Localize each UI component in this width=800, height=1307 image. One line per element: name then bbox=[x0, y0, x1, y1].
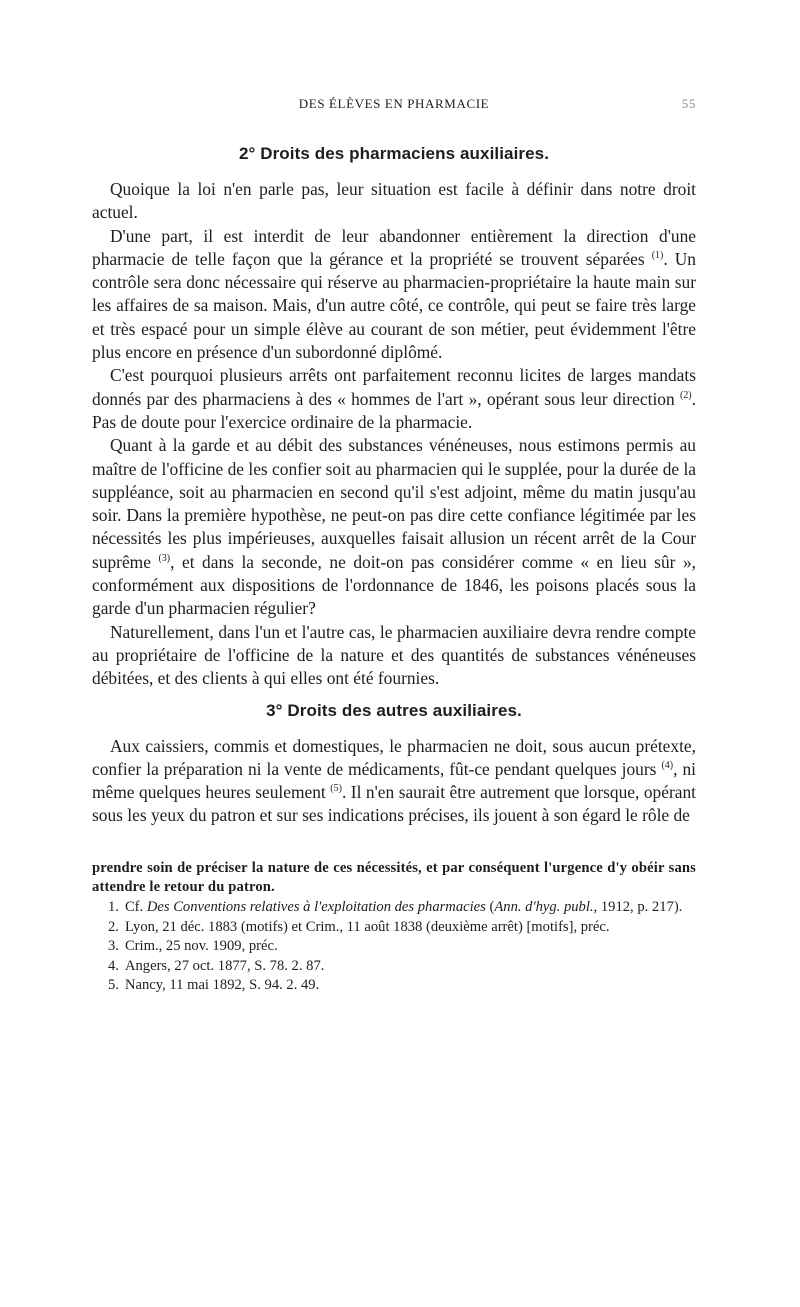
paragraph bbox=[92, 178, 696, 225]
paragraph bbox=[92, 735, 696, 828]
footnotes bbox=[92, 859, 696, 996]
section-2-title: 2° Droits des pharmaciens auxiliaires. bbox=[238, 144, 550, 163]
paragraph-text: C'est pourquoi plusieurs arrêts ont parfaitement reconnu licites de larges mandats donnés par des pharmaciens à des « hommes de l'art », opérant sous leur direction bbox=[92, 365, 696, 409]
footnote-text: Nancy, 11 mai 1892, S. 94. 2. 49. bbox=[124, 977, 320, 994]
paragraph-text: Naturellement, dans l'un et l'autre cas, le pharmacien auxiliaire devra rendre compte au propriétaire de l'officine de la nature et des quantités de substances vénéneuses débitées, et des clients à qui elles ont été fournies. bbox=[92, 621, 696, 689]
paragraph-text: , ni même quelques heures seulement bbox=[92, 758, 696, 803]
paragraph-text: Quant à la garde et au débit des substances vénéneuses, nous estimons permis au maître de l'officine de les confier soit au pharmacien qui le supplée, pour la durée de la suppléance, soit au pharmacien en second qu'il s'est adjoint, même du matin jusqu'au soir. Dans la première hypothèse, ne peut-on pas dire cette confiance légitimée par les nécessités les plus impérieuses, auxquelles faisait allusion un récent arrêt de la Cour suprême bbox=[92, 435, 697, 572]
footnote-ref: (2) bbox=[679, 389, 692, 401]
paragraph-text: . Il n'en saurait être autrement que lorsque, opérant sous les yeux du patron et sur ses indications précises, ils jouent à son égard le rôle de bbox=[92, 782, 696, 826]
footnote-4 bbox=[92, 957, 696, 977]
paragraph bbox=[92, 364, 696, 434]
footnote-3 bbox=[92, 937, 696, 957]
footnote-text: Crim., 25 nov. 1909, préc. bbox=[124, 938, 278, 955]
footnote-ref: (1) bbox=[651, 250, 664, 262]
footnote-title: Des Conventions relatives à l'exploitation des pharmacies bbox=[146, 898, 486, 915]
footnote-number: 1. bbox=[108, 898, 119, 915]
footnote-2 bbox=[92, 918, 696, 938]
footnote-text: Angers, 27 oct. 1877, S. 78. 2. 87. bbox=[124, 957, 325, 974]
paragraph-text: , et dans la seconde, ne doit-on pas considérer comme « en lieu sûr », conformément aux dispositions de l'ordonnance de 1846, les poisons placés sous la garde d'un pharmacien régulier? bbox=[92, 551, 696, 619]
paragraph-text: . Pas de doute pour l'exercice ordinaire de la pharmacie. bbox=[92, 388, 696, 432]
paragraph bbox=[92, 225, 696, 365]
footnote-number: 2. bbox=[108, 918, 119, 935]
footnote-journal: Ann. d'hyg. publ. bbox=[494, 898, 594, 915]
section-2-body bbox=[92, 178, 696, 691]
section-3-body bbox=[92, 735, 696, 828]
running-header bbox=[92, 96, 696, 118]
footnote-number: 4. bbox=[108, 957, 119, 974]
footnote-number: 3. bbox=[108, 938, 119, 955]
footnote-1 bbox=[92, 898, 696, 918]
paragraph-text: D'une part, il est interdit de leur abandonner entièrement la direction d'une pharmacie de telle façon que la gérance et la propriété se trouvent séparées bbox=[92, 225, 696, 269]
book-page bbox=[92, 96, 696, 996]
running-title: DES ÉLÈVES EN PHARMACIE bbox=[298, 96, 490, 111]
footnote-text: Cf. bbox=[124, 898, 147, 915]
paragraph-text: . Un contrôle sera donc nécessaire qui réserve au pharmacien-propriétaire la haute main sur les affaires de sa maison. Mais, d'un autre côté, ce contrôle, qui peut se faire très large et très espacé pour un simple élève au courant de son métier, peut évidemment l'être plus encore en présence d'un subordonné diplômé. bbox=[92, 248, 697, 363]
paragraph bbox=[92, 621, 696, 691]
footnote-text: Lyon, 21 déc. 1883 (motifs) et Crim., 11 août 1838 (deuxième arrêt) [motifs], préc. bbox=[124, 918, 610, 935]
footnote-ref: (3) bbox=[158, 552, 171, 564]
footnote-text: ( bbox=[485, 898, 495, 915]
paragraph-text: Aux caissiers, commis et domestiques, le pharmacien ne doit, sous aucun prétexte, confier la préparation ni la vente de médicaments, fût-ce pendant quelques jours bbox=[92, 735, 696, 779]
footnote-separator bbox=[92, 848, 696, 849]
footnote-ref: (4) bbox=[661, 760, 674, 772]
paragraph bbox=[92, 434, 696, 620]
footnote-continuation: prendre soin de préciser la nature de ces nécessités, et par conséquent l'urgence d'y obéir sans attendre le retour du patron. bbox=[92, 859, 696, 896]
footnote-ref: (5) bbox=[330, 783, 342, 795]
footnote-text: , 1912, p. 217). bbox=[593, 898, 683, 915]
footnote-number: 5. bbox=[108, 977, 119, 994]
paragraph-text: Quoique la loi n'en parle pas, leur situation est facile à définir dans notre droit actuel. bbox=[92, 179, 696, 223]
footnote-5 bbox=[92, 976, 696, 996]
section-3-title: 3° Droits des autres auxiliaires. bbox=[266, 700, 522, 720]
page-number: 55 bbox=[681, 96, 696, 111]
